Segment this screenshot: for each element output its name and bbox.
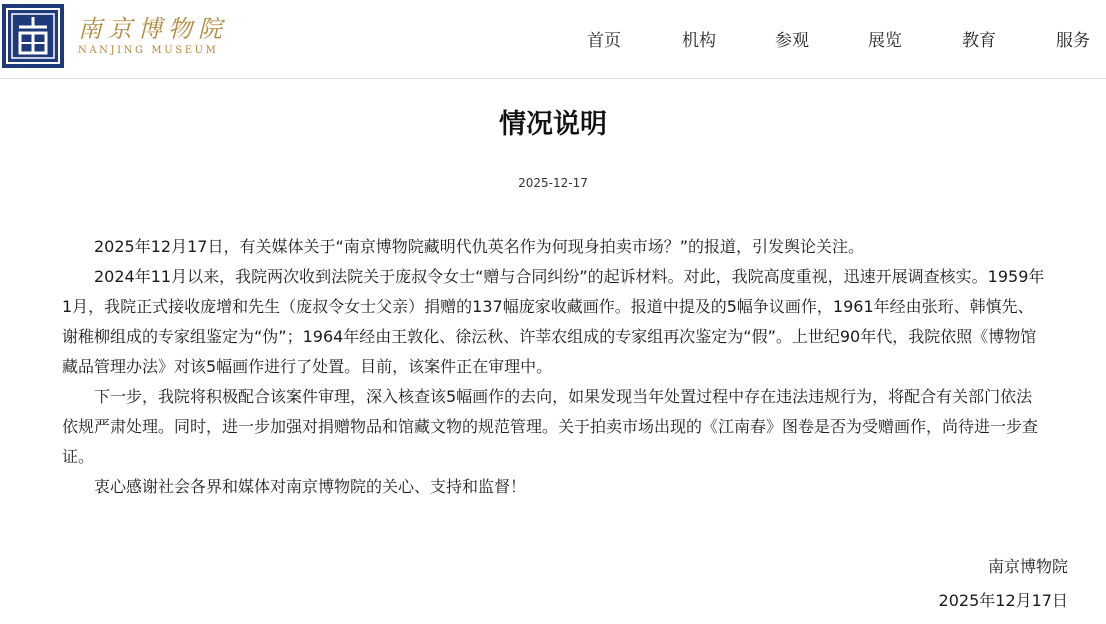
nav-organization[interactable]: 机构 — [682, 31, 716, 51]
publish-date: 2025-12-17 — [518, 176, 588, 190]
nav-home[interactable]: 首页 — [587, 31, 621, 51]
nav-education[interactable]: 教育 — [962, 31, 996, 51]
page-title: 情况说明 — [499, 109, 607, 140]
logo-chinese-name: 南京博物院 — [78, 15, 228, 43]
nav-exhibitions[interactable]: 展览 — [868, 31, 902, 51]
site-header — [0, 0, 1106, 79]
paragraph: 衷心感谢社会各界和媒体对南京博物院的关心、支持和监督！ — [94, 477, 527, 496]
logo-text[interactable] — [78, 16, 228, 58]
signature-date: 2025年12月17日 — [938, 591, 1068, 610]
nav-visit[interactable]: 参观 — [775, 31, 809, 51]
museum-logo-icon[interactable] — [2, 4, 64, 68]
logo-english-name: NANJING MUSEUM — [78, 45, 219, 56]
article-body — [62, 232, 1048, 502]
paragraph: 2025年12月17日，有关媒体关于“南京博物院藏明代仇英名作为何现身拍卖市场？”的报道，引发舆论关注。 — [94, 237, 865, 256]
signature-organization: 南京博物院 — [987, 557, 1068, 576]
paragraph: 下一步，我院将积极配合该案件审理，深入核查该5幅画作的去向，如果发现当年处置过程中存在违法违规行为，将配合有关部门依法依规严肃处理。同时，进一步加强对捐赠物品和馆藏文物的规范管理。关于拍卖市场出现的《江南春》图卷是否为受赠画作，尚待进一步查证。 — [62, 387, 1039, 466]
nav-services[interactable]: 服务 — [1056, 31, 1090, 51]
paragraph: 2024年11月以来，我院两次收到法院关于庞叔令女士“赠与合同纠纷”的起诉材料。对此，我院高度重视，迅速开展调查核实。1959年1月，我院正式接收庞增和先生（庞叔令女士父亲）捐赠的137幅庞家收藏画作。报道中提及的5幅争议画作，1961年经由张珩、韩慎先、谢稚柳组成的专家组鉴定为“伪”；1964年经由王敦化、徐沄秋、许莘农组成的专家组再次鉴定为“假”。上世纪90年代，我院依照《博物馆藏品管理办法》对该5幅画作进行了处置。目前，该案件正在审理中。 — [62, 267, 1045, 376]
